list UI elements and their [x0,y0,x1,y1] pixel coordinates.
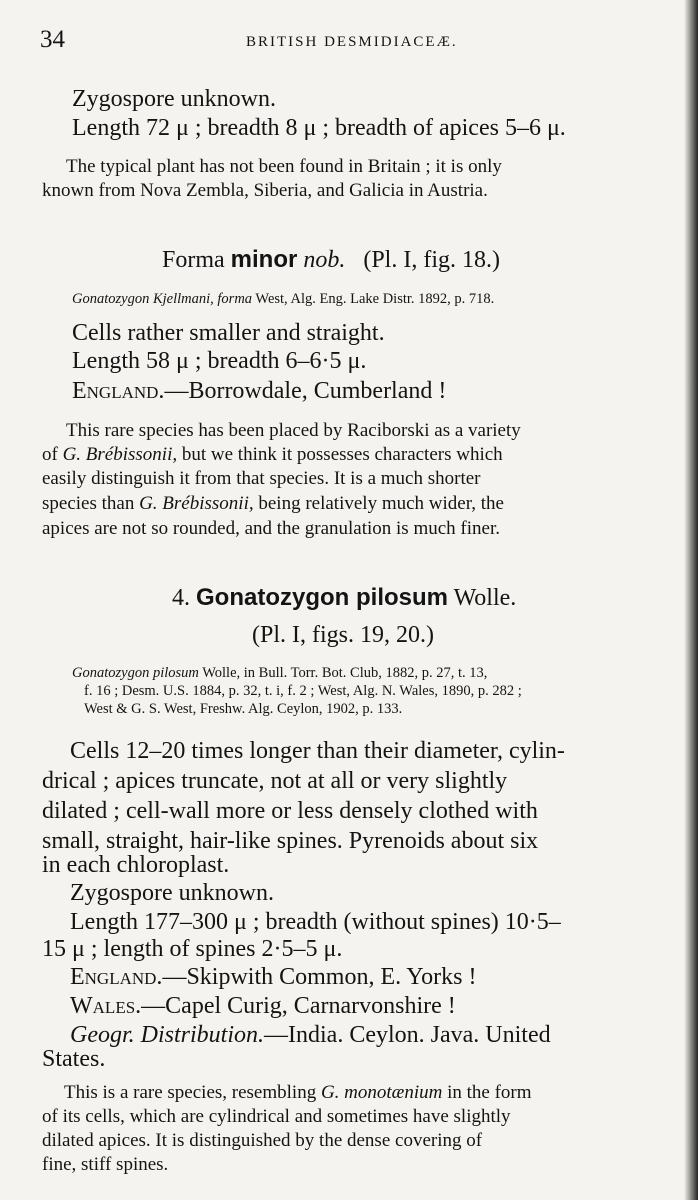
geographic-distribution: States. [42,1046,106,1072]
note-line: known from Nova Zembla, Siberia, and Galicia in Austria. [42,180,488,201]
forma-note-line: species than G. Brébissonii, being relatively much wider, the [42,493,504,514]
species-citation-line: Gonatozygon pilosum Wolle, in Bull. Torr. Bot. Club, 1882, p. 27, t. 13, [72,665,488,681]
page-number: 34 [40,26,65,53]
locality-text: —Borrowdale, Cumberland ! [164,378,447,404]
species-number: 4. [172,585,190,611]
species-desc-line: Cells 12–20 times longer than their diameter, cylin- [70,738,565,764]
species-note-line: dilated apices. It is distinguished by the dense covering of [42,1130,483,1151]
page-edge-shadow [684,0,698,1200]
geographic-distribution: Geogr. Distribution.—India. Ceylon. Java. United [70,1022,551,1048]
citation-name: Gonatozygon Kjellmani, forma [72,291,253,307]
forma-locality [72,376,446,406]
species-note-line: This is a rare species, resembling G. monotænium in the form [64,1082,532,1103]
forma-note-line: easily distinguish it from that species. It is a much shorter [42,468,481,489]
species-heading [172,584,516,612]
species-name: Gonatozygon pilosum [196,584,448,611]
forma-description: Cells rather smaller and straight. [72,320,385,346]
species-zygospore: Zygospore unknown. [70,880,274,906]
zygospore-line: Zygospore unknown. [72,86,276,112]
citation-rest: West, Alg. Eng. Lake Distr. 1892, p. 718. [255,291,495,307]
species-desc-line: drical ; apices truncate, not at all or very slightly [42,768,508,794]
forma-note-line: apices are not so rounded, and the granulation is much finer. [42,518,500,539]
forma-note-line: This rare species has been placed by Raciborski as a variety [66,420,521,441]
locality-region: England. [72,378,165,404]
forma-name: minor [230,246,298,273]
species-desc-line: in each chloroplast. [42,852,230,878]
dimensions-line: Length 72 μ ; breadth 8 μ ; breadth of apices 5–6 μ. [72,115,566,141]
forma-heading [162,246,500,274]
forma-authority: nob. [303,247,346,273]
species-desc-line: small, straight, hair-like spines. Pyrenoids about six [42,828,539,854]
species-citation-line: f. 16 ; Desm. U.S. 1884, p. 32, t. i, f. 2 ; West, Alg. N. Wales, 1890, p. 282 ; [84,683,522,699]
species-dimensions: Length 177–300 μ ; breadth (without spines) 10·5– [70,909,561,935]
forma-note-line: of G. Brébissonii, but we think it possesses characters which [42,444,503,465]
forma-citation [72,290,494,308]
species-note-line: of its cells, which are cylindrical and sometimes have slightly [42,1106,511,1127]
forma-plate: (Pl. I, fig. 18.) [363,247,500,273]
locality-wales: Wales.—Capel Curig, Carnarvonshire ! [70,993,456,1019]
species-note-line: fine, stiff spines. [42,1154,169,1175]
species-dimensions: 15 μ ; length of spines 2·5–5 μ. [42,936,343,962]
species-authority: Wolle. [453,585,517,611]
forma-word: Forma [162,247,225,273]
forma-dimensions: Length 58 μ ; breadth 6–6·5 μ. [72,348,367,374]
species-desc-line: dilated ; cell-wall more or less densely clothed with [42,798,538,824]
locality-england: England.—Skipwith Common, E. Yorks ! [70,964,477,990]
note-line: The typical plant has not been found in Britain ; it is only [66,156,502,177]
running-title: BRITISH DESMIDIACEÆ. [246,34,458,50]
species-citation-line: West & G. S. West, Freshw. Alg. Ceylon, 1902, p. 133. [84,701,403,717]
species-plate: (Pl. I, figs. 19, 20.) [252,622,434,648]
